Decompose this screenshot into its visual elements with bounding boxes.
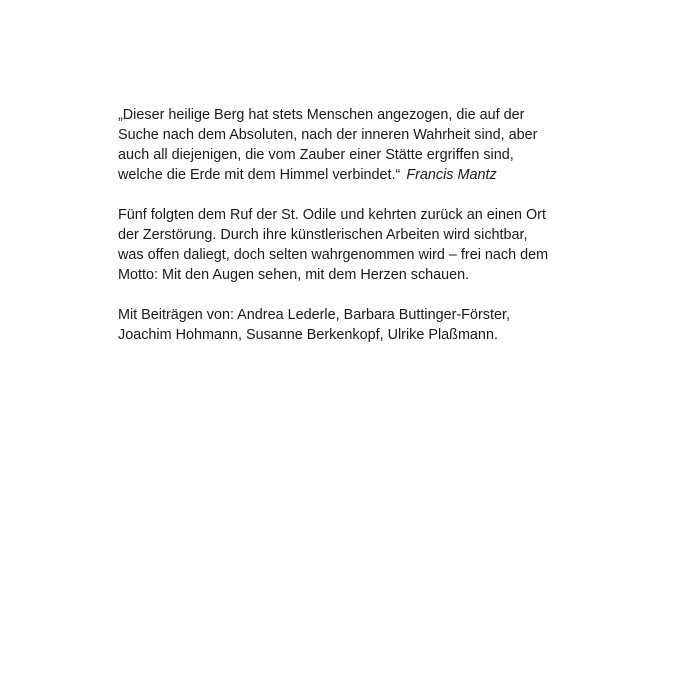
quote-paragraph: [118, 105, 598, 185]
quote-line: „Dieser heilige Berg hat stets Menschen angezogen, die auf der: [118, 107, 525, 123]
contributors-line: Joachim Hohmann, Susanne Berkenkopf, Ulrike Plaßmann.: [118, 327, 498, 343]
quote-author: Francis Mantz: [406, 167, 497, 183]
intro-line: Motto: Mit den Augen sehen, mit dem Herzen schauen.: [118, 267, 470, 283]
intro-line: was offen daliegt, doch selten wahrgenommen wird – frei nach dem: [118, 247, 549, 263]
contributors-line: Mit Beiträgen von: Andrea Lederle, Barbara Buttinger-Förster,: [118, 307, 510, 323]
quote-line: welche die Erde mit dem Himmel verbindet.“: [118, 167, 401, 183]
contributors-paragraph: [118, 305, 598, 345]
quote-last-line: [118, 165, 598, 185]
quote-line: Suche nach dem Absoluten, nach der inneren Wahrheit sind, aber: [118, 127, 538, 143]
intro-line: der Zerstörung. Durch ihre künstlerischen Arbeiten wird sichtbar,: [118, 227, 528, 243]
text-block: [118, 105, 598, 365]
intro-paragraph: [118, 205, 598, 285]
intro-line: Fünf folgten dem Ruf der St. Odile und kehrten zurück an einen Ort: [118, 207, 546, 223]
quote-line: auch all diejenigen, die vom Zauber einer Stätte ergriffen sind,: [118, 147, 514, 163]
